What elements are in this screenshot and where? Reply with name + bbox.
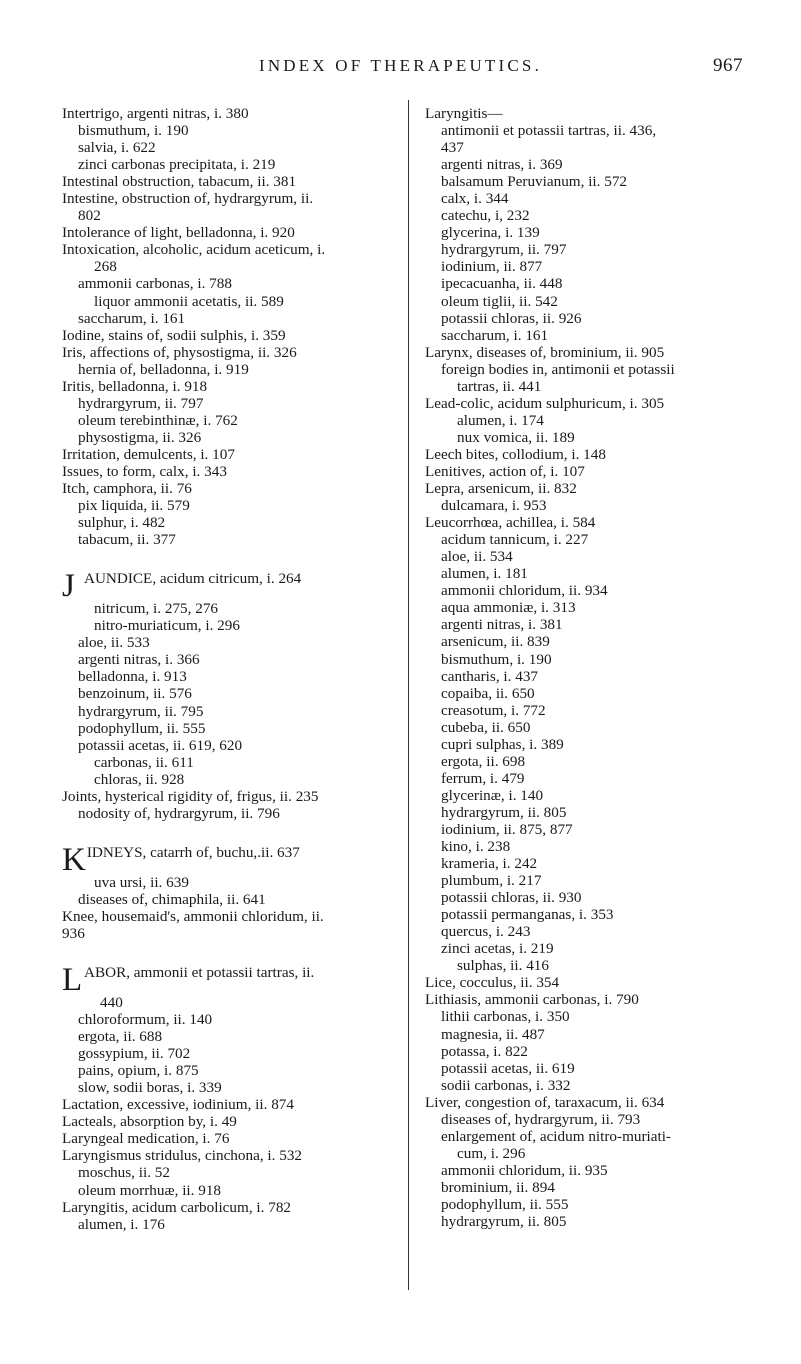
index-entry: Laryngismus stridulus, cinchona, i. 532 xyxy=(62,1147,303,1165)
index-subentry: cubeba, ii. 650 xyxy=(441,718,531,736)
index-entry: Leucorrhœa, achillea, i. 584 xyxy=(425,514,596,532)
index-subentry: arsenicum, ii. 839 xyxy=(441,633,550,651)
index-entry: Iritis, belladonna, i. 918 xyxy=(62,377,208,395)
index-subentry: tabacum, ii. 377 xyxy=(78,531,176,549)
index-subentry: nitricum, i. 275, 276 xyxy=(94,600,219,618)
column-divider xyxy=(408,100,409,1290)
index-entry: Joints, hysterical rigidity of, frigus, ii. 235 xyxy=(62,787,319,805)
index-subentry: kino, i. 238 xyxy=(441,838,511,856)
index-subentry: diseases of, chimaphila, ii. 641 xyxy=(78,890,266,908)
index-subentry: zinci acetas, i. 219 xyxy=(441,940,554,958)
index-subentry: bismuthum, i. 190 xyxy=(78,122,189,140)
index-subentry: ammonii chloridum, ii. 935 xyxy=(441,1161,608,1179)
index-entry: Laryngitis, acidum carbolicum, i. 782 xyxy=(62,1198,292,1216)
index-subentry: pains, opium, i. 875 xyxy=(78,1062,199,1080)
index-subentry: zinci carbonas precipitata, i. 219 xyxy=(78,156,276,174)
index-column-left xyxy=(62,105,402,1233)
index-subentry: hydrargyrum, ii. 797 xyxy=(78,394,204,412)
index-entry: Irritation, demulcents, i. 107 xyxy=(62,445,235,463)
index-subentry: potassii permanganas, i. 353 xyxy=(441,906,614,924)
index-subentry: slow, sodii boras, i. 339 xyxy=(78,1079,222,1097)
index-subentry: alumen, i. 174 xyxy=(457,411,544,429)
running-title: INDEX OF THERAPEUTICS. xyxy=(258,56,543,75)
index-subentry: hydrargyrum, ii. 797 xyxy=(441,241,567,259)
index-subentry: argenti nitras, i. 366 xyxy=(78,651,200,669)
index-subentry: potassii chloras, ii. 926 xyxy=(441,309,582,327)
index-subentry: chloras, ii. 928 xyxy=(94,770,185,788)
index-subentry: magnesia, ii. 487 xyxy=(441,1025,545,1043)
index-subentry: physostigma, ii. 326 xyxy=(78,428,202,446)
index-entry: Leech bites, collodium, i. 148 xyxy=(425,445,606,463)
index-entry: IDNEYS, catarrh of, buchu,.ii. 637 xyxy=(86,843,300,861)
index-subentry: saccharum, i. 161 xyxy=(78,309,186,327)
index-subentry: oleum terebinthinæ, i. 762 xyxy=(78,411,238,429)
index-subentry: potassii acetas, ii. 619, 620 xyxy=(78,736,243,754)
index-subentry: podophyllum, ii. 555 xyxy=(78,719,206,737)
index-subentry: pix liquida, ii. 579 xyxy=(78,497,190,515)
index-subentry: lithii carbonas, i. 350 xyxy=(441,1008,570,1026)
index-subentry: ammonii carbonas, i. 788 xyxy=(78,275,232,293)
index-subentry: cantharis, i. 437 xyxy=(441,667,539,685)
index-entry: Lithiasis, ammonii carbonas, i. 790 xyxy=(425,991,639,1009)
index-subentry: saccharum, i. 161 xyxy=(441,326,549,344)
index-subentry: balsamum Peruvianum, ii. 572 xyxy=(441,173,628,191)
index-entry: Lactation, excessive, iodinium, ii. 874 xyxy=(62,1096,294,1114)
index-subentry: brominium, ii. 894 xyxy=(441,1178,555,1196)
index-subentry: foreign bodies in, antimonii et potassii xyxy=(441,360,675,378)
index-subentry: tartras, ii. 441 xyxy=(457,377,542,395)
letter-section-start xyxy=(62,841,402,878)
index-subentry: hernia of, belladonna, i. 919 xyxy=(78,360,249,378)
index-entry: Iris, affections of, physostigma, ii. 326 xyxy=(62,343,297,361)
index-entry: Laryngeal medication, i. 76 xyxy=(62,1130,230,1148)
section-initial-letter: J xyxy=(62,568,75,605)
index-entry: Lepra, arsenicum, ii. 832 xyxy=(425,480,577,498)
index-subentry: ergota, ii. 698 xyxy=(441,752,526,770)
index-subentry: glycerina, i. 139 xyxy=(441,224,540,242)
index-entry: Intolerance of light, belladonna, i. 920 xyxy=(62,224,295,242)
index-subentry: salvia, i. 622 xyxy=(78,139,156,157)
index-subentry: hydrargyrum, ii. 805 xyxy=(441,1213,567,1231)
index-entry: Iodine, stains of, sodii sulphis, i. 359 xyxy=(62,326,286,344)
index-subentry: potassii chloras, ii. 930 xyxy=(441,889,582,907)
index-subentry: iodinium, ii. 875, 877 xyxy=(441,820,573,838)
index-subentry: acidum tannicum, i. 227 xyxy=(441,531,589,549)
index-subentry: aloe, ii. 533 xyxy=(78,634,150,652)
index-subentry: bismuthum, i. 190 xyxy=(441,650,552,668)
index-subentry: benzoinum, ii. 576 xyxy=(78,685,192,703)
index-subentry: oleum tiglii, ii. 542 xyxy=(441,292,558,310)
index-subentry: aqua ammoniæ, i. 313 xyxy=(441,599,576,617)
index-subentry: argenti nitras, i. 369 xyxy=(441,156,563,174)
index-subentry: ammonii chloridum, ii. 934 xyxy=(441,582,608,600)
index-subentry: diseases of, hydrargyrum, ii. 793 xyxy=(441,1110,641,1128)
index-entry: Larynx, diseases of, brominium, ii. 905 xyxy=(425,343,665,361)
index-subentry: ergota, ii. 688 xyxy=(78,1028,163,1046)
index-subentry: podophyllum, ii. 555 xyxy=(441,1196,569,1213)
index-entry: Lice, cocculus, ii. 354 xyxy=(425,974,560,992)
letter-section-start xyxy=(62,568,402,605)
index-subentry: 437 xyxy=(441,139,464,157)
index-subentry: gossypium, ii. 702 xyxy=(78,1045,191,1063)
index-entry: Intestinal obstruction, tabacum, ii. 381 xyxy=(62,173,297,191)
index-subentry: ferrum, i. 479 xyxy=(441,769,525,787)
section-initial-letter: K xyxy=(62,841,86,878)
index-entry: Intestine, obstruction of, hydrargyrum, ii. xyxy=(62,190,314,208)
index-entry: Lead-colic, acidum sulphuricum, i. 305 xyxy=(425,394,665,412)
index-entry: Laryngitis— xyxy=(425,105,503,122)
index-subentry: antimonii et potassii tartras, ii. 436, xyxy=(441,122,657,140)
index-subentry: iodinium, ii. 877 xyxy=(441,258,543,276)
index-subentry: enlargement of, acidum nitro-muriati- xyxy=(441,1127,671,1145)
index-subentry: nux vomica, ii. 189 xyxy=(457,428,575,446)
index-subentry: potassii acetas, ii. 619 xyxy=(441,1059,575,1077)
index-entry: Liver, congestion of, taraxacum, ii. 634 xyxy=(425,1093,665,1111)
index-entry: Intertrigo, argenti nitras, i. 380 xyxy=(62,105,249,122)
index-entry: Knee, housemaid's, ammonii chloridum, ii. xyxy=(62,907,324,925)
index-subentry: carbonas, ii. 611 xyxy=(94,753,194,771)
index-subentry: ipecacuanha, ii. 448 xyxy=(441,275,563,293)
index-subentry: calx, i. 344 xyxy=(441,190,509,208)
index-subentry: copaiba, ii. 650 xyxy=(441,684,535,702)
index-subentry: 440 xyxy=(100,994,123,1012)
index-subentry: uva ursi, ii. 639 xyxy=(94,873,189,891)
index-subentry: moschus, ii. 52 xyxy=(78,1164,170,1182)
index-subentry: argenti nitras, i. 381 xyxy=(441,616,563,634)
index-subentry: glycerinæ, i. 140 xyxy=(441,786,544,804)
index-subentry: hydrargyrum, ii. 795 xyxy=(78,702,204,720)
index-subentry: sodii carbonas, i. 332 xyxy=(441,1076,571,1094)
index-subentry: chloroformum, ii. 140 xyxy=(78,1011,213,1029)
index-subentry: catechu, i, 232 xyxy=(441,207,530,225)
index-subentry: cupri sulphas, i. 389 xyxy=(441,735,564,753)
index-entry: Issues, to form, calx, i. 343 xyxy=(62,462,227,480)
index-subentry: nodosity of, hydrargyrum, ii. 796 xyxy=(78,804,280,822)
index-subentry: alumen, i. 181 xyxy=(441,565,528,583)
index-entry: Itch, camphora, ii. 76 xyxy=(62,480,192,498)
index-column-right xyxy=(425,105,755,1230)
index-subentry: potassa, i. 822 xyxy=(441,1042,528,1060)
index-entry: 936 xyxy=(62,924,85,942)
index-entry: ABOR, ammonii et potassii tartras, ii. xyxy=(84,964,315,982)
index-entry: Intoxication, alcoholic, acidum aceticum, i. xyxy=(62,241,326,259)
index-subentry: 268 xyxy=(94,258,117,276)
index-subentry: cum, i. 296 xyxy=(457,1144,526,1162)
letter-section-start xyxy=(62,962,402,999)
index-subentry: alumen, i. 176 xyxy=(78,1215,165,1233)
index-subentry: creasotum, i. 772 xyxy=(441,701,546,719)
index-entry: Lacteals, absorption by, i. 49 xyxy=(62,1113,237,1131)
index-subentry: oleum morrhuæ, ii. 918 xyxy=(78,1181,222,1199)
index-entry: Lenitives, action of, i. 107 xyxy=(425,462,585,480)
index-subentry: nitro-muriaticum, i. 296 xyxy=(94,617,240,635)
index-subentry: quercus, i. 243 xyxy=(441,923,531,941)
section-initial-letter: L xyxy=(62,962,83,999)
index-subentry: sulphas, ii. 416 xyxy=(457,957,549,975)
index-subentry: liquor ammonii acetatis, ii. 589 xyxy=(94,292,284,310)
index-subentry: aloe, ii. 534 xyxy=(441,548,513,566)
index-subentry: plumbum, i. 217 xyxy=(441,872,542,890)
index-subentry: krameria, i. 242 xyxy=(441,855,538,873)
index-subentry: hydrargyrum, ii. 805 xyxy=(441,803,567,821)
index-entry: AUNDICE, acidum citricum, i. 264 xyxy=(84,570,302,588)
index-subentry: belladonna, i. 913 xyxy=(78,668,187,686)
index-subentry: 802 xyxy=(78,207,101,225)
index-subentry: sulphur, i. 482 xyxy=(78,514,166,532)
page-number: 967 xyxy=(713,55,743,76)
index-subentry: dulcamara, i. 953 xyxy=(441,497,547,515)
